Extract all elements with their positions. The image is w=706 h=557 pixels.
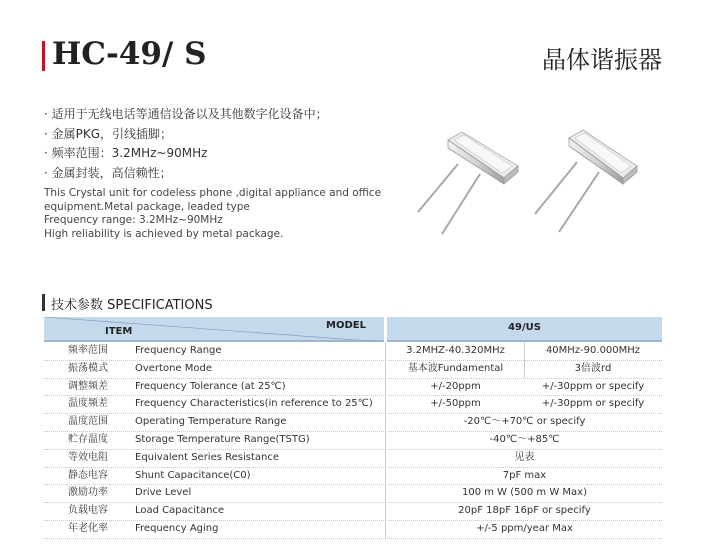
param-value-2: +/-30ppm or specify xyxy=(541,380,645,392)
feature-item: · 金属封装，高信赖性； xyxy=(44,165,172,180)
param-name-cn: 激励功率 xyxy=(68,487,108,499)
table-row xyxy=(44,467,662,486)
column-divider xyxy=(385,413,386,431)
param-name-cn: 等效电阻 xyxy=(68,451,108,463)
param-name-cn: 温度范围 xyxy=(68,416,108,428)
param-name-en: Frequency Tolerance (at 25℃) xyxy=(135,380,286,392)
column-divider xyxy=(385,360,386,378)
column-divider xyxy=(385,502,386,520)
english-description xyxy=(44,187,381,241)
english-line: equipment.Metal package, leaded type xyxy=(44,200,250,213)
param-value-2: +/-30ppm or specify xyxy=(541,398,645,410)
param-name-en: Overtone Mode xyxy=(135,362,213,374)
param-name-cn: 频率范围 xyxy=(68,345,108,356)
crystal-resonator-icon xyxy=(533,126,643,236)
column-divider xyxy=(385,378,386,396)
param-value: 见表 xyxy=(514,451,535,463)
title-accent-bar xyxy=(42,41,45,71)
product-title: HC-49/ S xyxy=(52,36,207,72)
table-row xyxy=(44,502,662,521)
column-divider xyxy=(385,431,386,449)
table-row xyxy=(44,378,662,397)
column-divider xyxy=(385,449,386,467)
param-name-cn: 振荡模式 xyxy=(68,362,108,374)
column-divider xyxy=(385,484,386,502)
table-row xyxy=(44,413,662,432)
param-name-en: Load Capacitance xyxy=(135,505,225,517)
feature-item: · 频率范围：3.2MHz~90MHz xyxy=(44,146,208,160)
param-value: 7pF max xyxy=(502,469,547,481)
param-name-cn: 调整频差 xyxy=(68,380,108,392)
param-name-cn: 负载电容 xyxy=(68,505,108,517)
param-name-en: Operating Temperature Range xyxy=(135,416,287,428)
column-divider xyxy=(385,520,386,538)
table-row xyxy=(44,431,662,450)
param-value: 20pF 18pF 16pF or specify xyxy=(458,505,591,517)
table-row xyxy=(44,342,662,361)
param-name-cn: 年老化率 xyxy=(68,523,108,534)
param-name-en: Frequency Range xyxy=(135,345,222,356)
param-name-cn: 贮存温度 xyxy=(68,434,108,445)
param-value: 100 m W (500 m W Max) xyxy=(462,487,587,499)
feature-item: · 适用于无线电话等通信设备以及其他数字化设备中； xyxy=(44,107,328,121)
param-value: -20℃～+70℃ or specify xyxy=(463,416,586,428)
column-divider xyxy=(385,395,386,413)
param-value-1: +/-50ppm xyxy=(430,398,481,410)
header-item-label: ITEM xyxy=(105,326,133,337)
column-divider xyxy=(385,467,386,485)
spec-title: 技术参数 SPECIFICATIONS xyxy=(51,298,213,313)
table-row xyxy=(44,395,662,414)
column-divider xyxy=(385,342,386,360)
english-line: This Crystal unit for codeless phone ,digital appliance and office xyxy=(44,187,382,199)
param-name-en: Equivalent Series Resistance xyxy=(135,451,280,463)
param-value: +/-5 ppm/year Max xyxy=(476,523,573,534)
param-name-en: Shunt Capacitance(C0) xyxy=(135,469,251,481)
param-name-en: Frequency Aging xyxy=(135,523,219,534)
crystal-resonator-icon xyxy=(410,126,520,236)
english-line: Frequency range: 3.2MHz~90MHz xyxy=(44,214,223,226)
feature-item: · 金属PKG，引线插脚； xyxy=(44,126,173,141)
table-row xyxy=(44,360,662,379)
header-model-value: 49/US xyxy=(508,322,541,333)
feature-list xyxy=(44,105,328,183)
header-model-label: MODEL xyxy=(326,320,366,331)
param-name-en: Drive Level xyxy=(135,487,192,499)
param-value-1: 3.2MHZ-40.320MHz xyxy=(406,345,505,356)
table-row xyxy=(44,449,662,468)
table-row xyxy=(44,484,662,503)
param-value: -40℃～+85℃ xyxy=(489,434,560,445)
param-name-cn: 温度频差 xyxy=(68,398,108,410)
english-line: High reliability is achieved by metal package. xyxy=(44,227,284,240)
param-value-1: +/-20ppm xyxy=(430,380,481,392)
param-value-2: 3倍波rd xyxy=(574,362,612,374)
param-value-1: 基本波Fundamental xyxy=(407,362,504,374)
param-name-cn: 静态电容 xyxy=(68,469,108,481)
param-value-2: 40MHz-90.000MHz xyxy=(545,345,641,356)
product-title-cn: 晶体谐振器 xyxy=(542,46,662,74)
spec-accent-bar xyxy=(42,294,45,311)
param-name-en: Storage Temperature Range(TSTG) xyxy=(135,434,310,445)
param-name-en: Frequency Characteristics(in reference to 25℃) xyxy=(135,398,373,410)
table-row xyxy=(44,520,662,539)
